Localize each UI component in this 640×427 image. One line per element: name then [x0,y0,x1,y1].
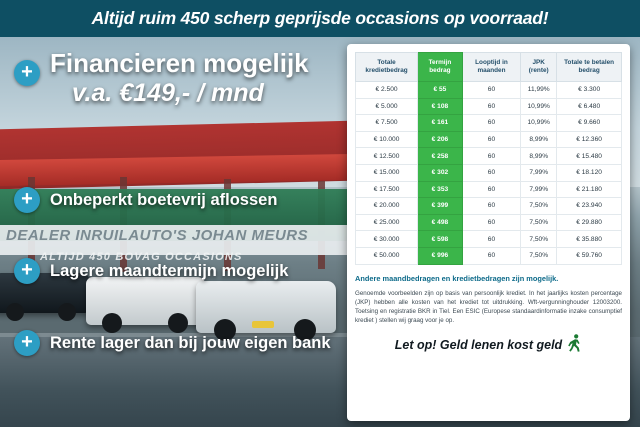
rate-table-cell: € 7.500 [356,115,418,132]
rate-table-cell: € 598 [418,231,463,248]
rate-table-cell: € 15.480 [557,148,622,165]
rate-table-cell: € 12.500 [356,148,418,165]
rate-table [355,52,622,265]
rate-table-header: Looptijd in maanden [462,53,520,82]
warning-row [355,334,622,357]
note-title: Andere maandbedragen en kredietbedragen zijn mogelijk. [355,273,559,283]
rate-table-cell: € 55 [418,82,463,99]
table-row [356,148,622,165]
rate-table-cell: 10,99% [521,98,557,115]
feature-label: Lagere maandtermijn mogelijk [50,261,289,280]
rate-table-cell: 8,99% [521,148,557,165]
rate-table-cell: 60 [462,82,520,99]
top-banner [0,0,640,37]
rate-table-cell: € 161 [418,115,463,132]
feature-item-2 [14,258,288,284]
headline-text [50,48,309,108]
rate-table-cell: 7,99% [521,164,557,181]
rate-table-cell: € 10.000 [356,131,418,148]
dealer-sign-text: DEALER INRUILAUTO'S JOHAN MEURS [6,227,309,244]
rate-table-cell: 7,50% [521,247,557,264]
rate-table-cell: 7,50% [521,231,557,248]
rate-table-cell: € 6.480 [557,98,622,115]
note-body: Genoemde voorbeelden zijn op basis van persoonlijk krediet. In het jaarlijks kosten percentage (JKP) hebben alle kosten van het krediet tot uitdrukking. Wft-vergunninghouder 12003200. Toetsing en registratie BKR in Tiel. Een ESIC (Europese standaardinformatie inzake consumptief krediet ) stellen wij graag voor je op. [355,289,622,324]
rate-table-cell: € 18.120 [557,164,622,181]
rate-table-cell: € 996 [418,247,463,264]
headline-row [14,48,344,108]
rate-table-cell: 60 [462,231,520,248]
rate-table-cell: € 20.000 [356,198,418,215]
feature-item-3 [14,330,331,356]
rate-table-cell: € 2.500 [356,82,418,99]
rate-table-cell: € 30.000 [356,231,418,248]
dealer-sign-subtext: ALTIJD 450 BOVAG OCCASIONS [40,251,243,263]
rate-table-cell: € 3.300 [557,82,622,99]
feature-label: Onbeperkt boetevrij aflossen [50,190,278,209]
rate-table-cell: € 353 [418,181,463,198]
plus-icon: + [14,60,40,86]
rate-table-body [356,82,622,265]
rate-table-cell: € 25.000 [356,214,418,231]
rate-table-cell: € 21.180 [557,181,622,198]
rate-table-cell: € 498 [418,214,463,231]
rate-table-cell: € 399 [418,198,463,215]
table-row [356,98,622,115]
license-plate [252,321,274,328]
car-white-right [196,281,336,333]
table-row [356,231,622,248]
car-white-left [86,277,206,325]
rate-table-cell: 7,99% [521,181,557,198]
rate-table-cell: € 35.880 [557,231,622,248]
rate-table-header: Termijn bedrag [418,53,463,82]
table-row [356,131,622,148]
rate-table-cell: € 5.000 [356,98,418,115]
rate-table-header: JPK (rente) [521,53,557,82]
plus-icon: + [14,187,40,213]
rate-table-cell: 7,50% [521,214,557,231]
rate-table-cell: € 258 [418,148,463,165]
rate-table-cell: € 302 [418,164,463,181]
table-header-row [356,53,622,82]
table-row [356,214,622,231]
rate-table-cell: 60 [462,198,520,215]
rate-table-cell: € 23.940 [557,198,622,215]
rate-table-cell: 60 [462,181,520,198]
rate-table-cell: 60 [462,115,520,132]
rate-table-cell: 10,99% [521,115,557,132]
promo-headline-block [14,48,344,116]
feature-item-1 [14,187,277,213]
rate-table-cell: € 206 [418,131,463,148]
rate-table-cell: € 108 [418,98,463,115]
rate-table-cell: € 50.000 [356,247,418,264]
table-row [356,181,622,198]
wheel [6,303,24,321]
table-row [356,164,622,181]
rate-table-cell: 60 [462,164,520,181]
rate-table-cell: 11,99% [521,82,557,99]
financing-rate-card [347,44,630,421]
walking-person-icon [568,334,582,357]
wheel [58,303,76,321]
rate-table-cell: 7,50% [521,198,557,215]
plus-icon: + [14,330,40,356]
rate-table-cell: € 12.360 [557,131,622,148]
table-row [356,247,622,264]
rate-table-cell: € 59.760 [557,247,622,264]
rate-table-cell: 60 [462,214,520,231]
rate-table-cell: 60 [462,148,520,165]
banner-headline: Altijd ruim 450 scherp geprijsde occasions op voorraad! [91,8,549,28]
feature-label: Rente lager dan bij jouw eigen bank [50,333,331,352]
rate-table-cell: € 15.000 [356,164,418,181]
rate-table-cell: € 9.660 [557,115,622,132]
rate-table-cell: € 29.880 [557,214,622,231]
rate-table-cell: 60 [462,98,520,115]
rate-table-cell: 60 [462,247,520,264]
table-row [356,82,622,99]
rate-table-header: Totale te betalen bedrag [557,53,622,82]
rate-table-header: Totale kredietbedrag [356,53,418,82]
rate-table-cell: 8,99% [521,131,557,148]
headline-line-2: v.a. €149,- / mnd [72,79,264,107]
rate-table-head [356,53,622,82]
rate-table-cell: € 17.500 [356,181,418,198]
headline-line-1: Financieren mogelijk [50,48,309,78]
table-row [356,115,622,132]
warning-text: Let op! Geld lenen kost geld [394,338,563,353]
rate-table-cell: 60 [462,131,520,148]
plus-icon: + [14,258,40,284]
table-row [356,198,622,215]
